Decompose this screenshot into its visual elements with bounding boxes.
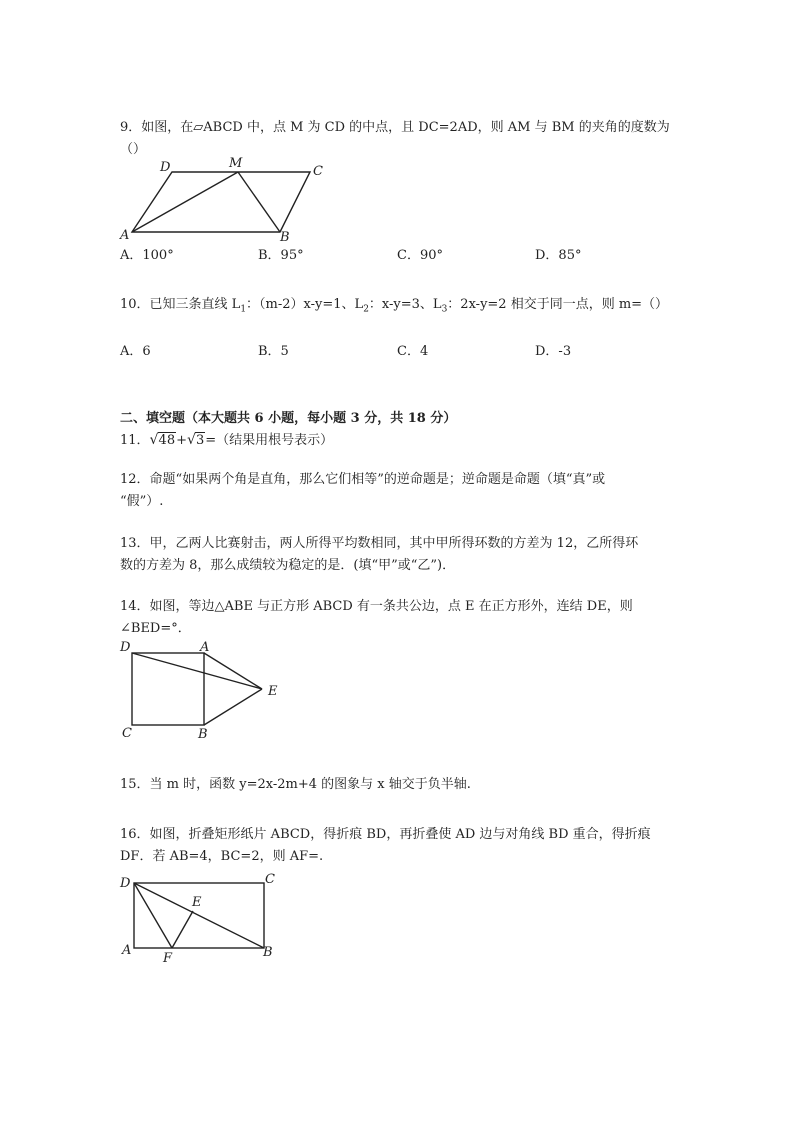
q16-line2: DF．若 AB=4，BC=2，则 AF=. bbox=[120, 849, 324, 864]
q14-line1: 14．如图，等边△ABE 与正方形 ABCD 有一条共公边，点 E 在正方形外，连结 DE，则 bbox=[120, 599, 633, 614]
label-d: D bbox=[120, 876, 131, 891]
q10-option-a: A．6 bbox=[120, 344, 151, 359]
q11-text bbox=[120, 430, 333, 452]
label-e: E bbox=[268, 684, 278, 699]
q10-sub3: 3 bbox=[441, 304, 448, 315]
label-c: C bbox=[313, 164, 323, 179]
q10-part3: ：x-y=3、L bbox=[368, 297, 442, 312]
q9-bracket: （） bbox=[120, 142, 147, 157]
q16-line1: 16．如图，折叠矩形纸片 ABCD，得折痕 BD，再折叠使 AD 边与对角线 BD 重合，得折痕 bbox=[120, 827, 651, 842]
q10-part2: ：（m-2）x-y=1、L bbox=[246, 297, 364, 312]
label-b: B bbox=[280, 230, 290, 245]
section-fill-in-title: 二、填空题（本大题共 6 小题，每小题 3 分，共 18 分） bbox=[120, 411, 457, 426]
q10-text bbox=[120, 294, 668, 321]
q13-line2: 数的方差为 8，那么成绩较为稳定的是．(填“甲”或“乙”)． bbox=[120, 558, 456, 573]
label-b: B bbox=[198, 727, 208, 742]
label-d: D bbox=[160, 160, 171, 175]
segment-fe bbox=[172, 911, 193, 948]
q10-part4: ：2x-y=2 相交于同一点，则 m=（） bbox=[447, 297, 669, 312]
label-b: B bbox=[263, 945, 273, 960]
label-m: M bbox=[229, 156, 243, 171]
q14-line2: ∠BED=°． bbox=[120, 621, 191, 636]
q10-sub2: 2 bbox=[363, 304, 369, 315]
q9-parallelogram-figure bbox=[110, 155, 330, 245]
segment-ae bbox=[204, 653, 262, 689]
q9-text: 9．如图，在▱ABCD 中，点 M 为 CD 的中点，且 DC=2AD，则 AM 与 BM 的夹角的度数为 bbox=[120, 120, 670, 135]
sqrt-3: √ 3 bbox=[187, 432, 205, 448]
q16-folded-rectangle-figure bbox=[110, 866, 290, 966]
segment-de bbox=[132, 653, 262, 689]
q10-option-b: B．5 bbox=[258, 344, 289, 359]
label-f: F bbox=[163, 951, 173, 966]
segment-am bbox=[132, 172, 238, 232]
q10-part1: 10．已知三条直线 L bbox=[120, 297, 241, 312]
q14-square-triangle-figure bbox=[110, 636, 290, 746]
q15-text: 15．当 m 时，函数 y=2x-2m+4 的图象与 x 轴交于负半轴. bbox=[120, 777, 471, 792]
q9-option-c: C．90° bbox=[397, 248, 443, 263]
q11-rest: =（结果用根号表示） bbox=[205, 433, 334, 448]
q9-option-d: D．85° bbox=[535, 248, 582, 263]
square-abcd bbox=[132, 653, 204, 725]
q12-line2: “假”）. bbox=[120, 494, 164, 509]
q11-num: 11． bbox=[120, 433, 150, 448]
q10-sub1: 1 bbox=[240, 304, 247, 315]
q10-option-d: D．-3 bbox=[535, 344, 572, 359]
q12-line1: 12．命题“如果两个角是直角，那么它们相等”的逆命题是；逆命题是命题（填“真”或 bbox=[120, 472, 606, 487]
q9-option-a: A．100° bbox=[120, 248, 174, 263]
label-a: A bbox=[200, 640, 210, 655]
q11-plus: + bbox=[176, 433, 187, 448]
segment-bm bbox=[238, 172, 280, 232]
label-d: D bbox=[120, 640, 131, 655]
label-e: E bbox=[192, 895, 202, 910]
label-c: C bbox=[265, 872, 275, 887]
q13-line1: 13．甲，乙两人比赛射击，两人所得平均数相同，其中甲所得环数的方差为 12，乙所得环 bbox=[120, 536, 639, 551]
q9-option-b: B．95° bbox=[258, 248, 304, 263]
segment-be bbox=[204, 689, 262, 725]
label-a: A bbox=[122, 943, 132, 958]
label-a: A bbox=[120, 228, 130, 243]
sqrt-48: √ 48 bbox=[149, 432, 176, 448]
label-c: C bbox=[122, 726, 132, 741]
q10-option-c: C．4 bbox=[397, 344, 429, 359]
